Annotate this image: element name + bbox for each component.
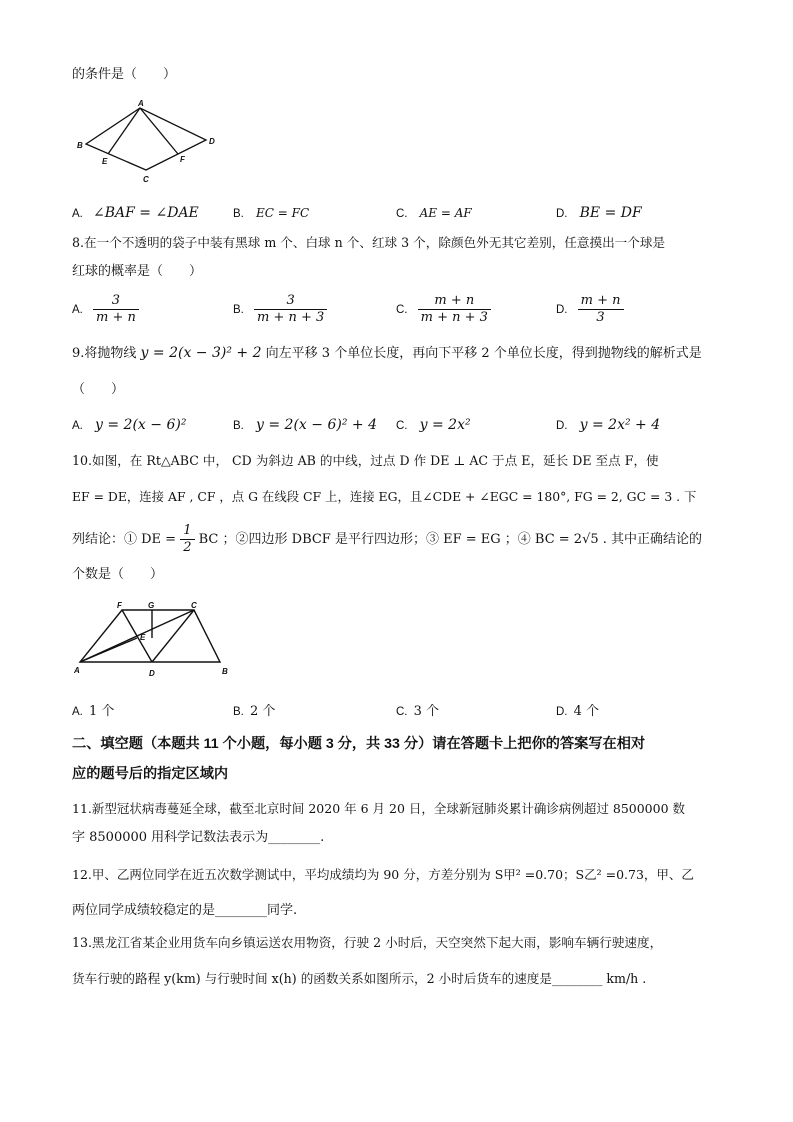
option-label: C. xyxy=(396,420,408,432)
option-label: D. xyxy=(556,304,568,316)
fraction-denominator: 2 xyxy=(180,539,194,556)
option-text: y = 2x² + 4 xyxy=(579,417,661,433)
q9-prefix: 9.将抛物线 xyxy=(72,346,137,361)
option-label: D. xyxy=(556,706,568,718)
q10-line4: 个数是（ ） xyxy=(72,567,164,582)
q9-line2: （ ） xyxy=(72,382,125,397)
q10-line1: 10.如图，在 Rt△ABC 中， CD 为斜边 AB 的中线，过点 D 作 DE ⊥ AC 于点 E，延长 DE 至点 F，使 xyxy=(72,453,659,468)
q8-line2: 红球的概率是（ ） xyxy=(72,264,203,279)
option-fraction xyxy=(418,293,491,326)
q7-option-d[interactable] xyxy=(556,204,642,223)
q10-option-a[interactable] xyxy=(72,703,114,721)
section-heading-line1: 二、填空题（本题共 11 个小题，每小题 3 分，共 33 分）请在答题卡上把你的答案写在相对 xyxy=(72,736,646,752)
q12-line1: 12.甲、乙两位同学在近五次数学测试中，平均成绩均为 90 分，方差分别为 S甲² =0.70；S乙² =0.73，甲、乙 xyxy=(72,867,694,882)
q9-option-d[interactable] xyxy=(556,416,660,435)
option-text: AE = AF xyxy=(419,206,472,220)
option-label: B. xyxy=(233,420,244,432)
q10-line3-end: BC ；②四边形 DBCF 是平行四边形；③ EF = EG ；④ BC = 2√5 . 其中正确结论的 xyxy=(198,532,703,547)
section-heading-line2: 应的题号后的指定区域内 xyxy=(72,766,229,782)
q7-label-D: D xyxy=(209,137,215,146)
q7-label-B: B xyxy=(77,141,83,150)
option-label: C. xyxy=(396,304,408,316)
option-label: A. xyxy=(72,304,83,316)
q8-line1: 8.在一个不透明的袋子中装有黑球 m 个、白球 n 个、红球 3 个，除颜色外无其它差别，任意摸出一个球是 xyxy=(72,235,666,250)
fraction-numerator: 3 xyxy=(111,293,121,308)
q9-option-c[interactable] xyxy=(396,416,471,435)
q7-option-c[interactable] xyxy=(396,204,472,223)
q7-label-A: A xyxy=(138,99,144,108)
q8-option-b[interactable] xyxy=(233,293,327,326)
q10-label-G: G xyxy=(148,601,155,610)
q10-label-B: B xyxy=(222,667,228,676)
q10-label-D: D xyxy=(149,669,155,678)
fraction-denominator: m + n + 3 xyxy=(418,309,491,326)
q8-option-c[interactable] xyxy=(396,293,491,326)
q13-line1: 13.黑龙江省某企业用货车向乡镇运送农用物资，行驶 2 小时后，天空突然下起大雨，影响车辆行驶速度， xyxy=(72,935,663,950)
option-text: 1 个 xyxy=(89,704,115,719)
option-label: B. xyxy=(233,208,244,220)
q7-option-b[interactable] xyxy=(233,204,309,223)
option-label: A. xyxy=(72,420,83,432)
option-label: B. xyxy=(233,706,244,718)
option-fraction xyxy=(578,293,624,326)
q9-option-b[interactable] xyxy=(233,416,377,435)
q10-option-d[interactable] xyxy=(556,703,599,721)
q10-line2: EF = DE，连接 AF , CF ，点 G 在线段 CF 上，连接 EG，且∠CDE + ∠EGC = 180°, FG = 2, GC = 3 . 下 xyxy=(72,489,697,504)
q10-option-b[interactable] xyxy=(233,703,275,721)
option-label: D. xyxy=(556,420,568,432)
q8-option-a[interactable] xyxy=(72,293,139,326)
q9-option-a[interactable] xyxy=(72,416,186,435)
q10-line3 xyxy=(72,523,702,557)
q10-label-A: A xyxy=(74,666,80,675)
fraction-numerator: 1 xyxy=(183,523,192,538)
q10-figure xyxy=(72,600,242,684)
fraction-numerator: m + n xyxy=(580,293,621,308)
option-label: C. xyxy=(396,706,408,718)
q11-line2: 字 8500000 用科学记数法表示为________. xyxy=(72,830,325,845)
q9-expression: y = 2(x − 3)² + 2 xyxy=(140,345,262,361)
option-text: ∠BAF = ∠DAE xyxy=(93,205,199,221)
q7-label-F: F xyxy=(180,155,185,164)
fraction-numerator: m + n xyxy=(434,293,475,308)
option-text: EC = FC xyxy=(256,206,310,220)
option-label: A. xyxy=(72,706,83,718)
option-text: 3 个 xyxy=(413,704,440,719)
option-text: y = 2(x − 6)² xyxy=(95,417,187,433)
q10-label-E: E xyxy=(140,633,146,642)
q7-figure xyxy=(72,98,222,188)
q10-option-c[interactable] xyxy=(396,703,439,721)
fraction-numerator: 3 xyxy=(286,293,295,308)
q9-line1 xyxy=(72,344,702,363)
fraction-denominator: 3 xyxy=(578,309,624,326)
q9-suffix: 向左平移 3 个单位长度，再向下平移 2 个单位长度，得到抛物线的解析式是 xyxy=(265,346,702,361)
option-fraction xyxy=(93,293,139,326)
option-text: BE = DF xyxy=(579,205,642,221)
q12-line2: 两位同学成绩较稳定的是________同学. xyxy=(72,903,298,918)
option-label: D. xyxy=(556,208,568,220)
option-label: C. xyxy=(396,208,408,220)
option-text: y = 2x² xyxy=(419,417,471,433)
fraction-denominator: m + n + 3 xyxy=(254,309,327,326)
q10-label-C: C xyxy=(191,601,197,610)
q8-option-d[interactable] xyxy=(556,293,624,326)
q7-option-a[interactable] xyxy=(72,204,199,223)
q10-line3-start: 列结论：① DE = xyxy=(72,532,177,547)
q7-label-E: E xyxy=(102,157,108,166)
option-text: 4 个 xyxy=(573,704,600,719)
q10-fraction xyxy=(180,523,194,556)
q13-line2: 货车行驶的路程 y(km) 与行驶时间 x(h) 的函数关系如图所示，2 小时后货车的速度是________ km/h . xyxy=(72,971,647,986)
q11-line1: 11.新型冠状病毒蔓延全球，截至北京时间 2020 年 6 月 20 日，全球新冠肺炎累计确诊病例超过 8500000 数 xyxy=(72,801,686,816)
q10-label-F: F xyxy=(117,601,122,610)
q7-tail: 的条件是（ ） xyxy=(72,67,177,82)
option-text: y = 2(x − 6)² + 4 xyxy=(256,417,377,433)
option-label: A. xyxy=(72,208,83,220)
option-label: B. xyxy=(233,304,244,316)
option-text: 2 个 xyxy=(250,704,276,719)
option-fraction xyxy=(254,293,327,326)
q7-label-C: C xyxy=(143,175,149,184)
fraction-denominator: m + n xyxy=(93,309,139,326)
